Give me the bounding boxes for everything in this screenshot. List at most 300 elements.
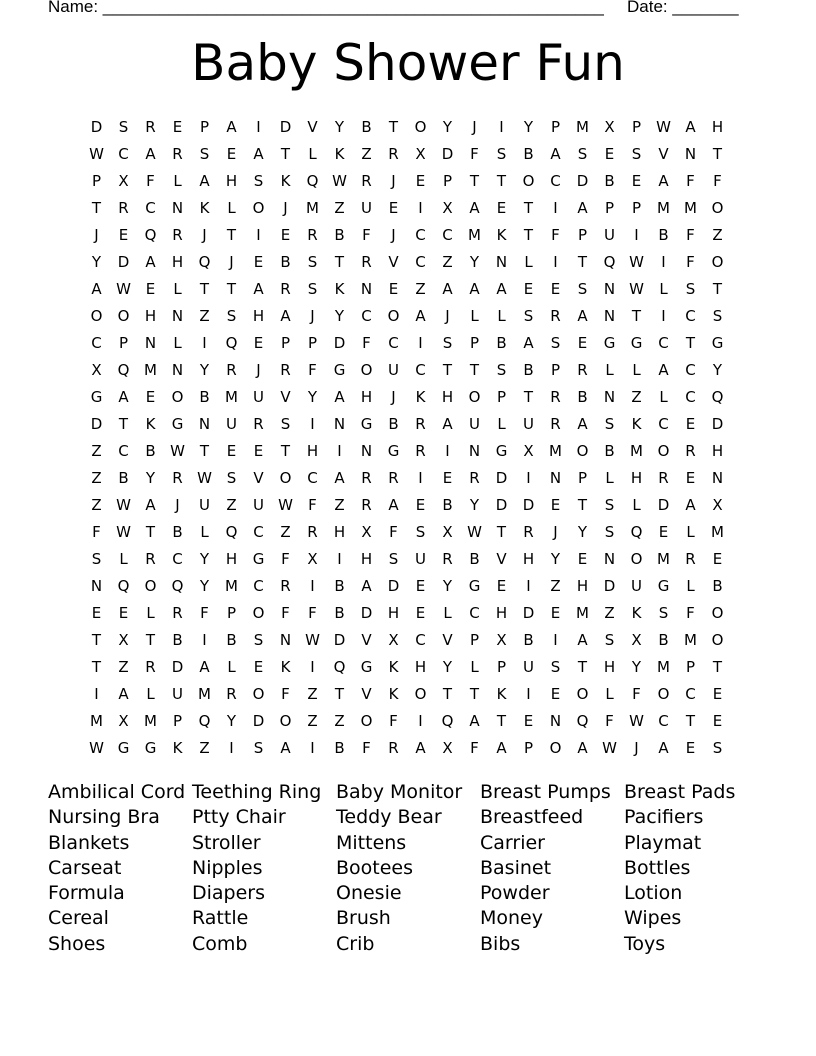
grid-letter: S: [631, 144, 642, 163]
grid-letter: W: [332, 171, 347, 190]
grid-letter: M: [684, 630, 697, 649]
grid-letter: Q: [117, 576, 130, 595]
grid-letter: U: [523, 414, 534, 433]
word-bank-item: Bottles: [624, 856, 691, 879]
grid-letter: E: [712, 684, 723, 703]
grid-letter: R: [280, 360, 291, 379]
grid-letter: Z: [118, 657, 129, 676]
grid-letter: G: [603, 333, 616, 352]
grid-letter: W: [629, 279, 644, 298]
grid-letter: C: [388, 333, 399, 352]
grid-letter: O: [252, 684, 265, 703]
grid-letter: N: [333, 414, 346, 433]
grid-letter: E: [550, 279, 561, 298]
grid-letter: U: [415, 549, 426, 568]
grid-letter: M: [198, 684, 211, 703]
grid-letter: N: [198, 414, 211, 433]
grid-letter: H: [603, 657, 616, 676]
grid-letter: N: [360, 441, 373, 460]
grid-letter: N: [603, 279, 616, 298]
grid-letter: L: [659, 387, 668, 406]
grid-letter: P: [631, 198, 642, 217]
grid-letter: W: [197, 468, 212, 487]
grid-letter: M: [657, 198, 670, 217]
grid-letter: S: [253, 738, 264, 757]
grid-letter: T: [334, 684, 345, 703]
grid-letter: I: [526, 684, 531, 703]
grid-letter: K: [334, 279, 345, 298]
page-title: Baby Shower Fun: [191, 34, 625, 92]
grid-letter: R: [469, 468, 480, 487]
grid-letter: O: [279, 711, 292, 730]
grid-letter: X: [91, 360, 102, 379]
grid-letter: N: [603, 306, 616, 325]
grid-letter: O: [711, 630, 724, 649]
grid-letter: R: [550, 414, 561, 433]
grid-letter: F: [281, 549, 290, 568]
grid-letter: O: [360, 360, 373, 379]
grid-letter: H: [711, 117, 724, 136]
grid-letter: S: [307, 252, 318, 271]
grid-letter: C: [658, 711, 669, 730]
word-bank-item: Toys: [624, 932, 666, 955]
grid-letter: J: [391, 171, 396, 190]
grid-letter: F: [146, 171, 155, 190]
grid-letter: P: [226, 603, 237, 622]
grid-letter: G: [333, 360, 346, 379]
grid-letter: B: [523, 630, 534, 649]
grid-letter: W: [602, 738, 617, 757]
grid-letter: M: [144, 360, 157, 379]
grid-letter: N: [711, 468, 724, 487]
grid-letter: N: [549, 468, 562, 487]
grid-letter: O: [657, 441, 670, 460]
grid-letter: E: [712, 549, 723, 568]
grid-letter: O: [360, 711, 373, 730]
grid-letter: Z: [307, 684, 318, 703]
grid-letter: B: [523, 144, 534, 163]
grid-letter: R: [172, 468, 183, 487]
grid-letter: F: [686, 252, 695, 271]
grid-letter: T: [523, 225, 534, 244]
grid-letter: A: [199, 171, 210, 190]
grid-letter: I: [418, 711, 423, 730]
grid-letter: R: [361, 171, 372, 190]
grid-letter: L: [605, 684, 614, 703]
grid-letter: Y: [145, 468, 156, 487]
word-bank-item: Pacifiers: [624, 806, 704, 829]
grid-letter: K: [388, 684, 399, 703]
word-bank-item: Stroller: [192, 831, 261, 854]
grid-letter: A: [469, 198, 480, 217]
grid-letter: R: [388, 144, 399, 163]
word-bank-item: Rattle: [192, 907, 249, 930]
grid-letter: O: [171, 387, 184, 406]
grid-letter: A: [415, 306, 426, 325]
grid-letter: I: [229, 738, 234, 757]
grid-letter: X: [631, 630, 642, 649]
grid-letter: Q: [333, 657, 346, 676]
grid-letter: L: [200, 522, 209, 541]
grid-letter: U: [172, 684, 183, 703]
grid-letter: K: [388, 657, 399, 676]
grid-letter: B: [604, 171, 615, 190]
grid-letter: N: [279, 630, 292, 649]
grid-letter: M: [225, 387, 238, 406]
grid-letter: T: [523, 387, 534, 406]
grid-letter: T: [469, 360, 480, 379]
grid-letter: S: [523, 306, 534, 325]
grid-letter: W: [116, 495, 131, 514]
word-bank-item: Crib: [336, 932, 375, 955]
grid-letter: T: [577, 657, 588, 676]
grid-letter: Y: [307, 387, 318, 406]
grid-letter: W: [629, 252, 644, 271]
grid-letter: A: [496, 279, 507, 298]
grid-letter: R: [226, 684, 237, 703]
word-bank-item: Playmat: [624, 831, 702, 854]
grid-letter: Y: [334, 117, 345, 136]
grid-letter: W: [170, 441, 185, 460]
grid-letter: A: [91, 279, 102, 298]
grid-letter: C: [469, 603, 480, 622]
grid-letter: P: [523, 738, 534, 757]
word-bank-item: Bibs: [480, 932, 521, 955]
grid-letter: P: [172, 711, 183, 730]
grid-letter: Z: [334, 711, 345, 730]
grid-letter: S: [604, 495, 615, 514]
grid-letter: C: [685, 387, 696, 406]
grid-letter: C: [415, 630, 426, 649]
grid-letter: L: [497, 306, 506, 325]
grid-letter: R: [307, 225, 318, 244]
grid-letter: T: [496, 522, 507, 541]
grid-letter: S: [604, 414, 615, 433]
grid-letter: S: [226, 468, 237, 487]
grid-letter: C: [550, 171, 561, 190]
grid-letter: L: [605, 468, 614, 487]
grid-letter: X: [307, 549, 318, 568]
grid-letter: L: [497, 414, 506, 433]
grid-letter: Q: [144, 225, 157, 244]
grid-letter: D: [90, 414, 103, 433]
grid-letter: C: [685, 684, 696, 703]
grid-letter: L: [173, 279, 182, 298]
grid-letter: J: [391, 387, 396, 406]
grid-letter: E: [523, 279, 534, 298]
grid-letter: V: [658, 144, 669, 163]
grid-letter: K: [199, 198, 210, 217]
grid-letter: R: [172, 603, 183, 622]
grid-letter: P: [550, 360, 561, 379]
grid-letter: E: [442, 468, 453, 487]
grid-letter: O: [90, 306, 103, 325]
grid-letter: B: [334, 738, 345, 757]
word-bank-item: Cereal: [48, 907, 109, 930]
grid-letter: R: [415, 414, 426, 433]
grid-letter: V: [361, 630, 372, 649]
grid-letter: C: [361, 306, 372, 325]
grid-letter: E: [631, 171, 642, 190]
grid-letter: S: [604, 522, 615, 541]
grid-letter: O: [252, 198, 265, 217]
grid-letter: R: [307, 522, 318, 541]
grid-letter: A: [199, 657, 210, 676]
grid-letter: D: [495, 495, 508, 514]
grid-letter: R: [118, 198, 129, 217]
grid-letter: R: [388, 468, 399, 487]
grid-letter: C: [685, 360, 696, 379]
grid-letter: E: [415, 576, 426, 595]
grid-letter: T: [226, 225, 237, 244]
grid-letter: A: [145, 495, 156, 514]
grid-letter: N: [495, 252, 508, 271]
grid-letter: S: [577, 144, 588, 163]
grid-letter: B: [199, 387, 210, 406]
grid-letter: N: [144, 333, 157, 352]
grid-letter: K: [280, 171, 291, 190]
grid-letter: A: [118, 387, 129, 406]
grid-letter: Z: [280, 522, 291, 541]
grid-letter: P: [199, 117, 210, 136]
grid-letter: R: [658, 468, 669, 487]
grid-letter: B: [658, 225, 669, 244]
grid-letter: H: [387, 603, 400, 622]
word-bank-item: Powder: [480, 882, 550, 905]
grid-letter: H: [252, 306, 265, 325]
grid-letter: Z: [415, 279, 426, 298]
grid-letter: C: [253, 576, 264, 595]
word-bank-item: Comb: [192, 932, 248, 955]
grid-letter: P: [469, 333, 480, 352]
grid-letter: A: [442, 414, 453, 433]
grid-letter: C: [172, 549, 183, 568]
grid-letter: X: [361, 522, 372, 541]
grid-letter: J: [310, 306, 315, 325]
grid-letter: S: [550, 333, 561, 352]
word-bank-item: Teddy Bear: [336, 806, 442, 829]
grid-letter: Q: [171, 576, 184, 595]
grid-letter: X: [442, 198, 453, 217]
grid-letter: T: [280, 441, 291, 460]
grid-letter: E: [577, 333, 588, 352]
grid-letter: U: [199, 495, 210, 514]
grid-letter: H: [225, 171, 238, 190]
grid-letter: I: [310, 576, 315, 595]
grid-letter: M: [711, 522, 724, 541]
grid-letter: B: [280, 252, 291, 271]
grid-letter: O: [549, 738, 562, 757]
grid-letter: B: [388, 414, 399, 433]
grid-letter: M: [576, 117, 589, 136]
grid-letter: I: [445, 441, 450, 460]
grid-letter: S: [280, 414, 291, 433]
grid-letter: N: [684, 144, 697, 163]
grid-letter: U: [604, 225, 615, 244]
grid-letter: A: [226, 117, 237, 136]
grid-letter: I: [256, 225, 261, 244]
grid-letter: E: [226, 441, 237, 460]
grid-letter: F: [92, 522, 101, 541]
grid-letter: B: [334, 603, 345, 622]
grid-letter: S: [442, 333, 453, 352]
grid-letter: N: [360, 279, 373, 298]
grid-letter: S: [199, 144, 210, 163]
grid-letter: U: [361, 198, 372, 217]
grid-letter: V: [496, 549, 507, 568]
grid-letter: F: [470, 144, 479, 163]
grid-letter: B: [712, 576, 723, 595]
grid-letter: O: [576, 684, 589, 703]
grid-letter: E: [388, 279, 399, 298]
grid-letter: N: [549, 711, 562, 730]
grid-letter: Z: [307, 711, 318, 730]
grid-letter: D: [441, 144, 454, 163]
grid-letter: P: [91, 171, 102, 190]
grid-letter: Y: [712, 360, 723, 379]
grid-letter: E: [145, 279, 156, 298]
grid-letter: M: [657, 657, 670, 676]
grid-letter: C: [685, 306, 696, 325]
grid-letter: J: [202, 225, 207, 244]
word-bank-item: Onesie: [336, 882, 402, 905]
grid-letter: D: [522, 495, 535, 514]
grid-letter: S: [253, 171, 264, 190]
grid-letter: A: [685, 117, 696, 136]
word-bank-item: Ptty Chair: [192, 806, 286, 829]
grid-letter: H: [711, 441, 724, 460]
grid-letter: G: [117, 738, 130, 757]
grid-letter: J: [229, 252, 234, 271]
grid-letter: V: [442, 630, 453, 649]
grid-letter: N: [468, 441, 481, 460]
grid-letter: K: [496, 684, 507, 703]
grid-letter: O: [711, 252, 724, 271]
grid-letter: Z: [199, 738, 210, 757]
grid-letter: P: [496, 387, 507, 406]
grid-letter: H: [360, 549, 373, 568]
grid-letter: D: [117, 252, 130, 271]
word-bank-item: Diapers: [192, 882, 266, 905]
grid-letter: R: [388, 738, 399, 757]
grid-letter: G: [387, 441, 400, 460]
grid-letter: Q: [198, 252, 211, 271]
grid-letter: E: [253, 333, 264, 352]
grid-letter: W: [116, 522, 131, 541]
word-search-grid: [83, 113, 731, 761]
grid-letter: A: [253, 144, 264, 163]
grid-letter: F: [686, 225, 695, 244]
grid-letter: S: [307, 279, 318, 298]
grid-letter: C: [307, 468, 318, 487]
grid-letter: X: [388, 630, 399, 649]
grid-letter: H: [171, 252, 184, 271]
grid-letter: V: [361, 684, 372, 703]
grid-letter: K: [631, 414, 642, 433]
grid-letter: P: [631, 117, 642, 136]
grid-letter: G: [171, 414, 184, 433]
grid-letter: O: [279, 468, 292, 487]
grid-letter: X: [523, 441, 534, 460]
word-bank-item: Brush: [336, 907, 391, 930]
grid-letter: B: [442, 495, 453, 514]
grid-letter: M: [225, 576, 238, 595]
word-bank-item: Money: [480, 907, 543, 930]
grid-letter: E: [496, 198, 507, 217]
grid-letter: Q: [603, 252, 616, 271]
grid-letter: N: [171, 306, 184, 325]
grid-letter: N: [603, 387, 616, 406]
grid-letter: Z: [550, 576, 561, 595]
grid-letter: F: [470, 738, 479, 757]
grid-letter: S: [658, 603, 669, 622]
grid-letter: O: [711, 198, 724, 217]
grid-letter: B: [361, 117, 372, 136]
grid-letter: F: [686, 171, 695, 190]
grid-letter: E: [658, 522, 669, 541]
grid-letter: O: [576, 441, 589, 460]
word-bank-item: Nursing Bra: [48, 806, 160, 829]
grid-letter: M: [576, 603, 589, 622]
grid-letter: H: [333, 522, 346, 541]
grid-letter: R: [145, 549, 156, 568]
grid-letter: D: [360, 603, 373, 622]
word-bank-item: Nipples: [192, 856, 263, 879]
grid-letter: Q: [576, 711, 589, 730]
grid-letter: P: [604, 198, 615, 217]
grid-letter: F: [362, 738, 371, 757]
grid-letter: D: [387, 576, 400, 595]
grid-letter: E: [604, 144, 615, 163]
grid-letter: E: [550, 495, 561, 514]
worksheet-header: [48, 0, 748, 20]
grid-letter: R: [172, 225, 183, 244]
grid-letter: A: [388, 495, 399, 514]
grid-letter: T: [685, 711, 696, 730]
grid-letter: F: [308, 360, 317, 379]
grid-letter: I: [661, 252, 666, 271]
grid-letter: V: [253, 468, 264, 487]
grid-letter: C: [118, 144, 129, 163]
grid-letter: E: [415, 495, 426, 514]
grid-letter: G: [468, 576, 481, 595]
grid-letter: Q: [630, 522, 643, 541]
grid-letter: T: [118, 414, 129, 433]
grid-letter: R: [253, 414, 264, 433]
grid-letter: W: [467, 522, 482, 541]
grid-letter: R: [280, 576, 291, 595]
grid-letter: V: [388, 252, 399, 271]
grid-letter: R: [577, 360, 588, 379]
grid-letter: W: [89, 144, 104, 163]
grid-letter: Y: [469, 495, 480, 514]
grid-letter: Q: [225, 333, 238, 352]
grid-letter: F: [308, 603, 317, 622]
grid-letter: L: [146, 684, 155, 703]
grid-letter: T: [388, 117, 399, 136]
grid-letter: A: [577, 738, 588, 757]
grid-letter: Q: [306, 171, 319, 190]
grid-letter: G: [252, 549, 265, 568]
word-bank-item: Shoes: [48, 932, 106, 955]
grid-letter: E: [685, 414, 696, 433]
grid-letter: I: [418, 198, 423, 217]
grid-letter: J: [256, 360, 261, 379]
grid-letter: W: [305, 630, 320, 649]
grid-letter: E: [388, 198, 399, 217]
grid-letter: G: [360, 414, 373, 433]
grid-letter: S: [496, 144, 507, 163]
